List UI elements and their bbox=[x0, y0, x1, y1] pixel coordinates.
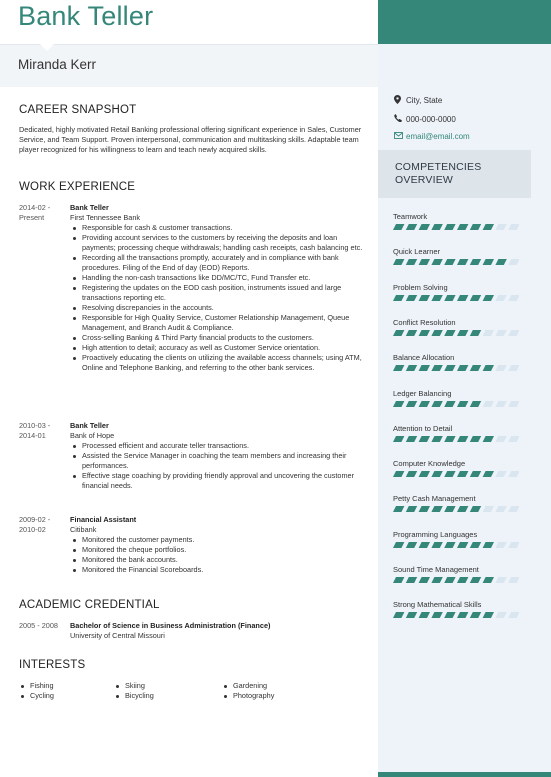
level-segment-filled bbox=[457, 542, 468, 548]
competency-level-bar bbox=[393, 577, 519, 583]
job-bullet: Effective stage coaching by providing friendly approval and uncovering the customer financial needs. bbox=[70, 471, 368, 491]
level-segment-filled bbox=[419, 401, 430, 407]
competency-level-bar bbox=[393, 295, 519, 301]
level-segment-filled bbox=[431, 471, 442, 477]
level-segment-filled bbox=[431, 436, 442, 442]
competency-item bbox=[393, 211, 523, 222]
competencies-title-line1: COMPETENCIES bbox=[395, 161, 482, 173]
level-segment-filled bbox=[444, 224, 455, 230]
level-segment-filled bbox=[406, 506, 417, 512]
job-bullet: Responsible for High Quality Service, Customer Relationship Management, Queue Management, and Branch Audit & Compliance. bbox=[70, 313, 368, 333]
competency-item bbox=[393, 493, 523, 504]
level-segment-filled bbox=[444, 577, 455, 583]
level-segment-filled bbox=[419, 471, 430, 477]
level-segment-empty bbox=[508, 365, 519, 371]
competency-label: Sound Time Management bbox=[393, 565, 479, 574]
job-bullet: Recording all the transactions promptly, accurately and in compliance with bank procedures. Filing of the End of day (EOD) Reports. bbox=[70, 253, 368, 273]
level-segment-filled bbox=[457, 224, 468, 230]
level-segment-filled bbox=[483, 259, 494, 265]
competency-item bbox=[393, 599, 523, 610]
level-segment-empty bbox=[508, 612, 519, 618]
competency-item bbox=[393, 423, 523, 434]
level-segment-filled bbox=[419, 259, 430, 265]
competency-label: Teamwork bbox=[393, 212, 428, 221]
candidate-name: Miranda Kerr bbox=[18, 57, 97, 72]
academic-credential-heading: ACADEMIC CREDENTIAL bbox=[19, 599, 160, 611]
level-segment-filled bbox=[470, 259, 481, 265]
job-date-end: 2010-02 bbox=[19, 525, 46, 534]
name-band-notch bbox=[40, 44, 54, 51]
competency-item bbox=[393, 388, 523, 399]
level-segment-filled bbox=[470, 471, 481, 477]
level-segment-filled bbox=[406, 365, 417, 371]
email-link[interactable]: email@email.com bbox=[406, 132, 470, 141]
competency-item bbox=[393, 529, 523, 540]
education-entry bbox=[70, 621, 270, 641]
level-segment-empty bbox=[495, 295, 506, 301]
level-segment-filled bbox=[483, 542, 494, 548]
level-segment-filled bbox=[470, 612, 481, 618]
level-segment-empty bbox=[508, 295, 519, 301]
level-segment-filled bbox=[406, 612, 417, 618]
level-segment-filled bbox=[470, 224, 481, 230]
level-segment-filled bbox=[393, 436, 404, 442]
job-company: First Tennessee Bank bbox=[70, 213, 141, 222]
level-segment-filled bbox=[393, 365, 404, 371]
level-segment-filled bbox=[431, 224, 442, 230]
competency-level-bar bbox=[393, 436, 519, 442]
level-segment-filled bbox=[431, 542, 442, 548]
job-bullet: High attention to detail; accuracy as well as Customer Service orientation. bbox=[70, 343, 368, 353]
level-segment-filled bbox=[470, 506, 481, 512]
level-segment-empty bbox=[508, 259, 519, 265]
level-segment-filled bbox=[483, 577, 494, 583]
job-dates bbox=[19, 515, 50, 535]
competency-item bbox=[393, 246, 523, 257]
job-bullet: Responsible for cash & customer transactions. bbox=[70, 223, 368, 233]
level-segment-filled bbox=[393, 259, 404, 265]
level-segment-filled bbox=[457, 577, 468, 583]
level-segment-filled bbox=[483, 436, 494, 442]
level-segment-filled bbox=[393, 542, 404, 548]
job-date-end: 2014-01 bbox=[19, 431, 46, 440]
job-bullet: Providing account services to the customers by receiving the deposits and loan payments; processing cheque withdrawals; handling cash receipts, cash balancing etc. bbox=[70, 233, 368, 253]
level-segment-filled bbox=[483, 224, 494, 230]
level-segment-filled bbox=[393, 401, 404, 407]
level-segment-empty bbox=[495, 471, 506, 477]
interest-item: Gardening bbox=[222, 681, 267, 690]
level-segment-empty bbox=[508, 224, 519, 230]
level-segment-empty bbox=[495, 436, 506, 442]
job-dates bbox=[19, 203, 50, 223]
level-segment-filled bbox=[393, 471, 404, 477]
competencies-title bbox=[395, 161, 481, 187]
level-segment-filled bbox=[444, 365, 455, 371]
job-date-start: 2009-02 - bbox=[19, 515, 51, 524]
competency-label: Problem Solving bbox=[393, 282, 448, 292]
job-bullet: Handling the non-cash transactions like DD/MC/TC, Fund Transfer etc. bbox=[70, 273, 368, 283]
level-segment-filled bbox=[495, 259, 506, 265]
work-experience-heading: WORK EXPERIENCE bbox=[19, 181, 136, 193]
level-segment-empty bbox=[495, 365, 506, 371]
job-bullet: Monitored the bank accounts. bbox=[70, 555, 368, 565]
level-segment-filled bbox=[406, 542, 417, 548]
contact-phone bbox=[394, 114, 456, 124]
job-bullets bbox=[70, 223, 368, 373]
level-segment-filled bbox=[444, 506, 455, 512]
level-segment-filled bbox=[419, 436, 430, 442]
education-school: University of Central Missouri bbox=[70, 631, 165, 640]
job-entry bbox=[70, 515, 368, 575]
competency-item bbox=[393, 282, 523, 293]
competency-label: Quick Learner bbox=[393, 247, 441, 257]
job-title: Financial Assistant bbox=[70, 515, 137, 524]
competency-label: Strong Mathematical Skills bbox=[393, 600, 482, 610]
level-segment-filled bbox=[444, 542, 455, 548]
career-snapshot-text: Dedicated, highly motivated Retail Banking professional offering significant experience in Sales, Customer Service, and Team Support. Proven interpersonal, communication and multitasking skills. Adaptable team player recognized for his willingness to learn and teach newly acquired skills. bbox=[19, 125, 362, 154]
level-segment-filled bbox=[419, 577, 430, 583]
competency-level-bar bbox=[393, 471, 519, 477]
level-segment-filled bbox=[393, 330, 404, 336]
sidebar-bottom-accent bbox=[378, 772, 551, 777]
competency-label: Petty Cash Management bbox=[393, 494, 476, 504]
level-segment-filled bbox=[457, 612, 468, 618]
resume-title: Bank Teller bbox=[18, 1, 154, 31]
level-segment-filled bbox=[431, 577, 442, 583]
level-segment-empty bbox=[495, 612, 506, 618]
competency-item bbox=[393, 564, 523, 575]
job-bullet: Registering the updates on the EOD cash position, instruments issued and large transactions reporting etc. bbox=[70, 283, 368, 303]
level-segment-filled bbox=[470, 542, 481, 548]
education-dates: 2005 - 2008 bbox=[19, 621, 58, 630]
level-segment-filled bbox=[457, 401, 468, 407]
level-segment-filled bbox=[457, 259, 468, 265]
level-segment-filled bbox=[444, 612, 455, 618]
level-segment-filled bbox=[393, 295, 404, 301]
contact-location bbox=[394, 95, 442, 106]
location-pin-icon bbox=[394, 95, 406, 106]
level-segment-filled bbox=[393, 577, 404, 583]
level-segment-filled bbox=[470, 577, 481, 583]
level-segment-filled bbox=[457, 471, 468, 477]
job-bullet: Assisted the Service Manager in coaching the team members and increasing their performances. bbox=[70, 451, 368, 471]
location-text: City, State bbox=[406, 96, 443, 105]
level-segment-filled bbox=[406, 259, 417, 265]
level-segment-filled bbox=[406, 295, 417, 301]
level-segment-filled bbox=[406, 471, 417, 477]
interest-item: Photography bbox=[222, 691, 274, 700]
level-segment-empty bbox=[508, 436, 519, 442]
level-segment-filled bbox=[393, 612, 404, 618]
contact-email[interactable] bbox=[394, 132, 470, 141]
job-date-end: Present bbox=[19, 213, 45, 222]
job-bullet: Monitored the customer payments. bbox=[70, 535, 368, 545]
level-segment-filled bbox=[419, 224, 430, 230]
competency-item bbox=[393, 458, 523, 469]
competency-label: Computer Knowledge bbox=[393, 459, 466, 469]
job-company: Citibank bbox=[70, 525, 97, 534]
level-segment-filled bbox=[393, 506, 404, 512]
job-company: Bank of Hope bbox=[70, 431, 115, 440]
level-segment-filled bbox=[419, 365, 430, 371]
interests-heading: INTERESTS bbox=[19, 659, 86, 671]
competency-label: Programming Languages bbox=[393, 529, 478, 539]
level-segment-filled bbox=[483, 365, 494, 371]
level-segment-filled bbox=[406, 330, 417, 336]
level-segment-filled bbox=[483, 612, 494, 618]
level-segment-filled bbox=[406, 577, 417, 583]
level-segment-filled bbox=[444, 471, 455, 477]
level-segment-filled bbox=[470, 330, 481, 336]
level-segment-filled bbox=[419, 330, 430, 336]
level-segment-filled bbox=[431, 401, 442, 407]
level-segment-filled bbox=[431, 506, 442, 512]
level-segment-filled bbox=[431, 365, 442, 371]
level-segment-empty bbox=[483, 401, 494, 407]
job-title: Bank Teller bbox=[70, 421, 109, 430]
level-segment-empty bbox=[508, 542, 519, 548]
level-segment-filled bbox=[431, 295, 442, 301]
level-segment-filled bbox=[483, 471, 494, 477]
job-dates bbox=[19, 421, 50, 441]
job-bullet: Resolving discrepancies in the accounts. bbox=[70, 303, 368, 313]
competency-level-bar bbox=[393, 506, 519, 512]
level-segment-empty bbox=[508, 330, 519, 336]
level-segment-filled bbox=[444, 330, 455, 336]
level-segment-filled bbox=[431, 612, 442, 618]
job-entry bbox=[70, 421, 368, 491]
level-segment-filled bbox=[457, 436, 468, 442]
level-segment-empty bbox=[508, 577, 519, 583]
interest-item: Cycling bbox=[19, 691, 54, 700]
level-segment-empty bbox=[483, 330, 494, 336]
level-segment-empty bbox=[483, 506, 494, 512]
career-snapshot-heading: CAREER SNAPSHOT bbox=[19, 104, 137, 116]
job-bullet: Monitored the cheque portfolios. bbox=[70, 545, 368, 555]
interest-item: Fishing bbox=[19, 681, 54, 690]
level-segment-filled bbox=[393, 224, 404, 230]
job-bullet: Monitored the Financial Scoreboards. bbox=[70, 565, 368, 575]
competency-label: Ledger Balancing bbox=[393, 388, 452, 398]
level-segment-filled bbox=[419, 506, 430, 512]
level-segment-empty bbox=[495, 330, 506, 336]
job-date-start: 2014-02 - bbox=[19, 203, 51, 212]
competencies-title-line2: OVERVIEW bbox=[395, 174, 454, 186]
level-segment-filled bbox=[444, 295, 455, 301]
level-segment-empty bbox=[508, 471, 519, 477]
level-segment-filled bbox=[470, 401, 481, 407]
level-segment-filled bbox=[419, 612, 430, 618]
job-bullets bbox=[70, 535, 368, 575]
level-segment-filled bbox=[419, 295, 430, 301]
job-date-start: 2010-03 - bbox=[19, 421, 51, 430]
phone-text: 000-000-0000 bbox=[406, 114, 456, 124]
level-segment-filled bbox=[483, 295, 494, 301]
level-segment-filled bbox=[419, 542, 430, 548]
job-bullet: Cross-selling Banking & Third Party financial products to the customers. bbox=[70, 333, 368, 343]
level-segment-filled bbox=[444, 259, 455, 265]
competency-level-bar bbox=[393, 612, 519, 618]
competency-level-bar bbox=[393, 365, 519, 371]
level-segment-empty bbox=[495, 224, 506, 230]
level-segment-filled bbox=[406, 401, 417, 407]
competency-level-bar bbox=[393, 224, 519, 230]
level-segment-filled bbox=[444, 436, 455, 442]
competency-level-bar bbox=[393, 259, 519, 265]
job-bullet: Proactively educating the clients on utilizing the available access channels; using ATM, Online and Telephone Banking, and referring to the other bank services. bbox=[70, 353, 368, 373]
level-segment-filled bbox=[457, 295, 468, 301]
competency-item bbox=[393, 352, 523, 363]
level-segment-empty bbox=[495, 542, 506, 548]
job-bullets bbox=[70, 441, 368, 491]
level-segment-filled bbox=[457, 330, 468, 336]
level-segment-filled bbox=[470, 295, 481, 301]
job-title: Bank Teller bbox=[70, 203, 109, 212]
education-degree: Bachelor of Science in Business Administration (Finance) bbox=[70, 621, 271, 630]
competency-level-bar bbox=[393, 401, 519, 407]
interest-item: Bicycling bbox=[114, 691, 154, 700]
level-segment-empty bbox=[508, 506, 519, 512]
competency-label: Balance Allocation bbox=[393, 353, 455, 363]
envelope-icon bbox=[394, 132, 406, 141]
competency-item bbox=[393, 317, 523, 328]
job-bullet: Processed efficient and accurate teller transactions. bbox=[70, 441, 368, 451]
level-segment-filled bbox=[406, 436, 417, 442]
level-segment-filled bbox=[457, 365, 468, 371]
competency-level-bar bbox=[393, 542, 519, 548]
level-segment-empty bbox=[495, 506, 506, 512]
competency-label: Attention to Detail bbox=[393, 423, 453, 433]
level-segment-filled bbox=[431, 330, 442, 336]
header-accent-block bbox=[378, 0, 551, 44]
interest-item: Skiing bbox=[114, 681, 145, 690]
competency-label: Conflict Resolution bbox=[393, 317, 456, 327]
level-segment-filled bbox=[470, 365, 481, 371]
level-segment-empty bbox=[495, 577, 506, 583]
level-segment-filled bbox=[457, 506, 468, 512]
level-segment-empty bbox=[495, 401, 506, 407]
level-segment-filled bbox=[470, 436, 481, 442]
competency-level-bar bbox=[393, 330, 519, 336]
job-entry bbox=[70, 203, 368, 373]
phone-icon bbox=[394, 114, 406, 124]
level-segment-filled bbox=[406, 224, 417, 230]
level-segment-filled bbox=[444, 401, 455, 407]
level-segment-filled bbox=[431, 259, 442, 265]
level-segment-empty bbox=[508, 401, 519, 407]
